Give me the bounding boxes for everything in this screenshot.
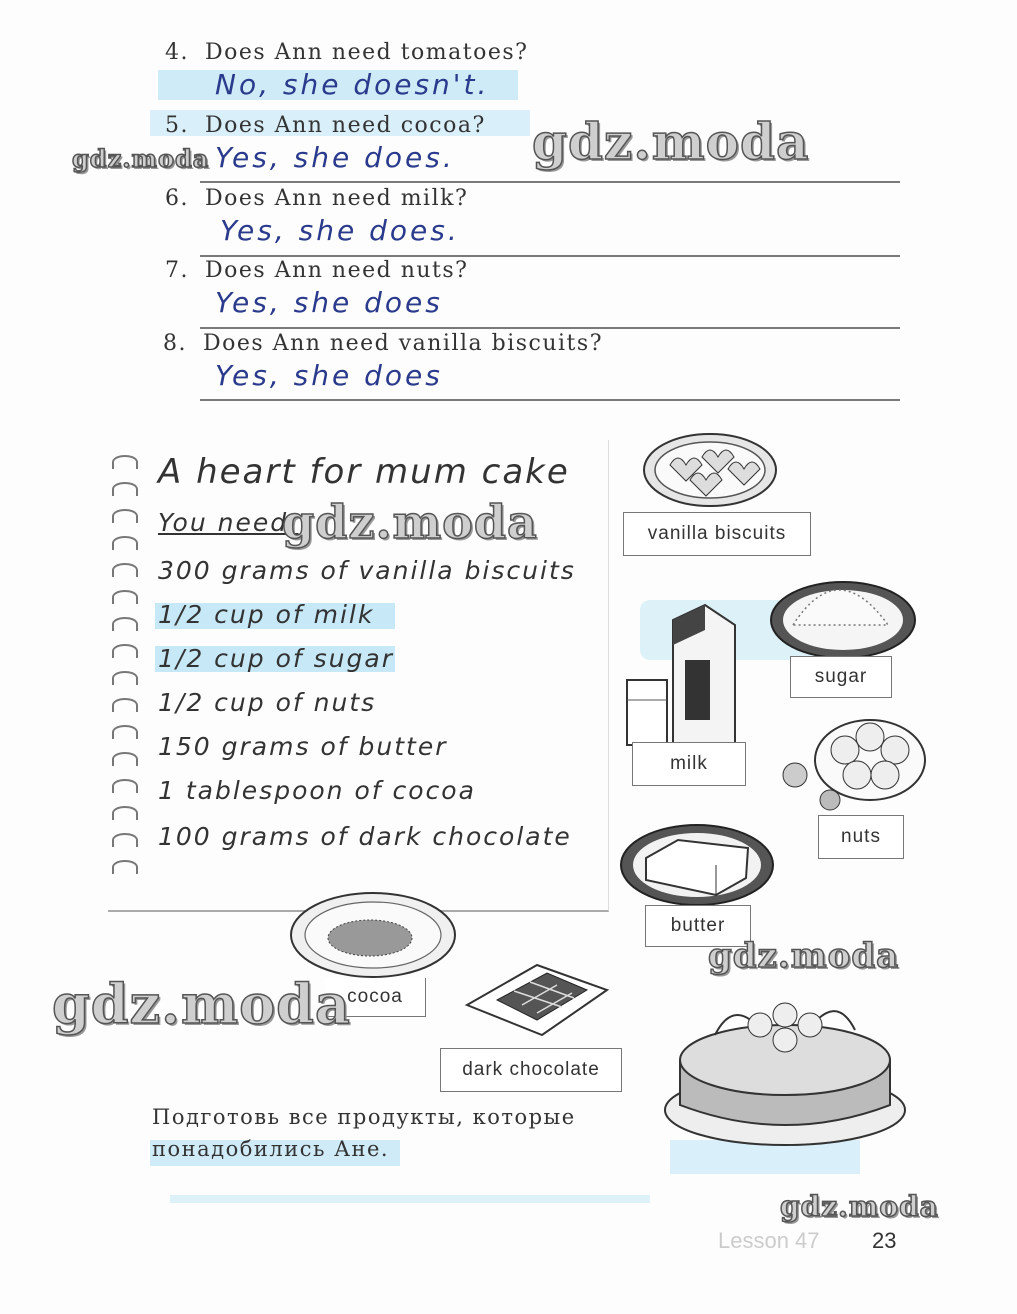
spiral-ring <box>112 725 138 739</box>
question-number: 6. <box>165 186 189 211</box>
recipe-item: 1/2 cup of nuts <box>158 688 377 717</box>
question-number: 5. <box>165 113 189 138</box>
nuts-plate-image <box>775 705 930 815</box>
cocoa-plate-image <box>288 890 458 980</box>
question-number: 8. <box>163 331 187 356</box>
answer-text: Yes, she does <box>215 286 443 319</box>
recipe-item: 300 grams of vanilla biscuits <box>158 556 576 585</box>
answer-line <box>200 255 900 257</box>
spiral-ring <box>112 455 138 469</box>
answer-text: Yes, she does. <box>220 214 460 247</box>
butter-plate-image <box>618 820 776 910</box>
spiral-ring <box>112 833 138 847</box>
label-butter: butter <box>645 905 751 947</box>
cake-image <box>655 980 910 1155</box>
spiral-ring <box>112 752 138 766</box>
answer-text: Yes, she does <box>215 359 443 392</box>
question-number: 4. <box>165 40 189 65</box>
label-dark-chocolate: dark chocolate <box>440 1048 622 1092</box>
dark-chocolate-image <box>462 945 612 1045</box>
question-text: Does Ann need cocoa? <box>205 113 486 138</box>
page-number: 23 <box>872 1228 897 1253</box>
watermark: gdz.moda <box>282 495 538 549</box>
spiral-ring <box>112 806 138 820</box>
question-text: Does Ann need milk? <box>205 186 469 211</box>
recipe-subtitle: You need: <box>158 508 299 537</box>
spiral-ring <box>112 779 138 793</box>
spiral-ring <box>112 644 138 658</box>
watermark: gdz.moda <box>780 1190 939 1223</box>
question-text: Does Ann need nuts? <box>205 258 469 283</box>
milk-carton-image <box>625 600 745 750</box>
recipe-item: 1/2 cup of sugar <box>158 644 394 673</box>
vanilla-biscuits-plate-image <box>640 425 780 510</box>
spiral-ring <box>112 590 138 604</box>
lesson-label: Lesson 47 <box>718 1228 820 1253</box>
watermark: gdz.moda <box>72 144 210 173</box>
highlight-mark <box>170 1195 650 1203</box>
label-cocoa: cocoa <box>325 978 426 1017</box>
question-number: 7. <box>165 258 189 283</box>
label-sugar: sugar <box>790 656 892 698</box>
label-nuts: nuts <box>818 815 904 859</box>
spiral-ring <box>112 671 138 685</box>
watermark: gdz.moda <box>708 936 900 976</box>
recipe-item: 1 tablespoon of cocoa <box>158 776 476 805</box>
watermark: gdz.moda <box>52 972 351 1036</box>
question-text: Does Ann need tomatoes? <box>205 40 529 65</box>
instruction-line-2: понадобились Ане. <box>152 1137 390 1161</box>
answer-text: No, she doesn't. <box>215 68 490 101</box>
spiral-ring <box>112 563 138 577</box>
question-text: Does Ann need vanilla biscuits? <box>203 331 603 356</box>
answer-text: Yes, she does. <box>215 141 455 174</box>
recipe-title: A heart for mum cake <box>158 452 570 492</box>
recipe-item: 1/2 cup of milk <box>158 600 375 629</box>
answer-line <box>200 399 900 401</box>
instruction-line-1: Подготовь все продукты, которые <box>152 1105 576 1129</box>
spiral-ring <box>112 536 138 550</box>
spiral-ring <box>112 617 138 631</box>
spiral-ring <box>112 482 138 496</box>
recipe-item: 150 grams of butter <box>158 732 448 761</box>
recipe-item: 100 grams of dark chocolate <box>158 822 572 851</box>
answer-line <box>200 327 900 329</box>
watermark: gdz.moda <box>532 112 810 171</box>
answer-line <box>200 181 900 183</box>
label-vanilla-biscuits: vanilla biscuits <box>623 512 811 556</box>
spiral-ring <box>112 860 138 874</box>
label-milk: milk <box>632 742 746 786</box>
spiral-ring <box>112 698 138 712</box>
sugar-bowl-image <box>768 565 918 660</box>
spiral-ring <box>112 509 138 523</box>
